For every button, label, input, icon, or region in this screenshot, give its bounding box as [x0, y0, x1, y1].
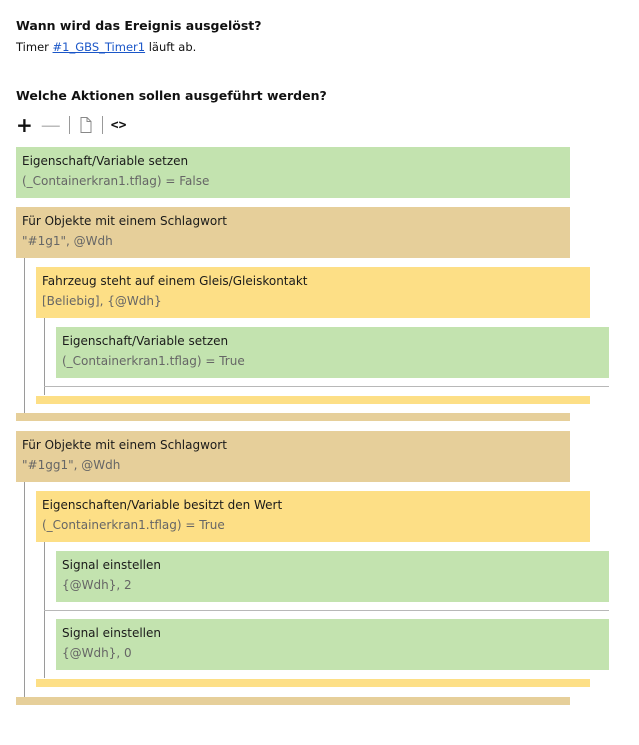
action-title: Fahrzeug steht auf einem Gleis/Gleiskontakt — [42, 274, 308, 288]
action-block[interactable] — [16, 147, 570, 198]
loop-block[interactable] — [16, 207, 570, 258]
toolbar-separator — [69, 116, 70, 134]
actions-toolbar — [16, 113, 126, 137]
action-title: Für Objekte mit einem Schlagwort — [22, 214, 227, 228]
action-block[interactable] — [56, 619, 609, 670]
trigger-description — [16, 40, 196, 54]
actions-heading: Welche Aktionen sollen ausgeführt werden? — [16, 88, 327, 103]
toolbar-separator — [102, 116, 103, 134]
action-title: Eigenschaften/Variable besitzt den Wert — [42, 498, 283, 512]
condition-block[interactable] — [36, 267, 590, 318]
action-title: Signal einstellen — [62, 558, 161, 572]
action-detail: "#1gg1", @Wdh — [22, 458, 121, 472]
condition-end-bar — [36, 396, 590, 404]
loop-end-bar — [16, 697, 570, 705]
action-title: Eigenschaft/Variable setzen — [62, 334, 229, 348]
loop-end-bar — [16, 413, 570, 421]
nesting-line — [24, 482, 25, 697]
nesting-line — [24, 258, 25, 415]
action-block[interactable] — [56, 327, 609, 378]
action-title: Signal einstellen — [62, 626, 161, 640]
trigger-prefix: Timer — [16, 40, 49, 54]
timer-link[interactable]: #1_GBS_Timer1 — [52, 40, 146, 54]
action-detail: "#1g1", @Wdh — [22, 234, 113, 248]
minus-icon[interactable]: — — [40, 113, 61, 137]
action-detail: [Beliebig], {@Wdh} — [42, 294, 162, 308]
action-detail: (_Containerkran1.tflag) = True — [42, 518, 225, 532]
drop-target-line — [44, 610, 609, 611]
trigger-suffix: läuft ab. — [148, 40, 197, 54]
plus-icon[interactable]: + — [16, 113, 33, 137]
action-detail: {@Wdh}, 0 — [62, 646, 132, 660]
trigger-heading: Wann wird das Ereignis ausgelöst? — [16, 18, 262, 33]
action-block[interactable] — [56, 551, 609, 602]
action-detail: {@Wdh}, 2 — [62, 578, 132, 592]
nesting-line — [44, 318, 45, 395]
action-title: Eigenschaft/Variable setzen — [22, 154, 189, 168]
action-detail: (_Containerkran1.tflag) = False — [22, 174, 210, 188]
copy-icon[interactable] — [78, 116, 94, 134]
condition-end-bar — [36, 679, 590, 687]
code-icon[interactable]: <> — [110, 117, 127, 133]
condition-block[interactable] — [36, 491, 590, 542]
action-detail: (_Containerkran1.tflag) = True — [62, 354, 245, 368]
drop-target-line — [44, 386, 609, 387]
action-title: Für Objekte mit einem Schlagwort — [22, 438, 227, 452]
loop-block[interactable] — [16, 431, 570, 482]
